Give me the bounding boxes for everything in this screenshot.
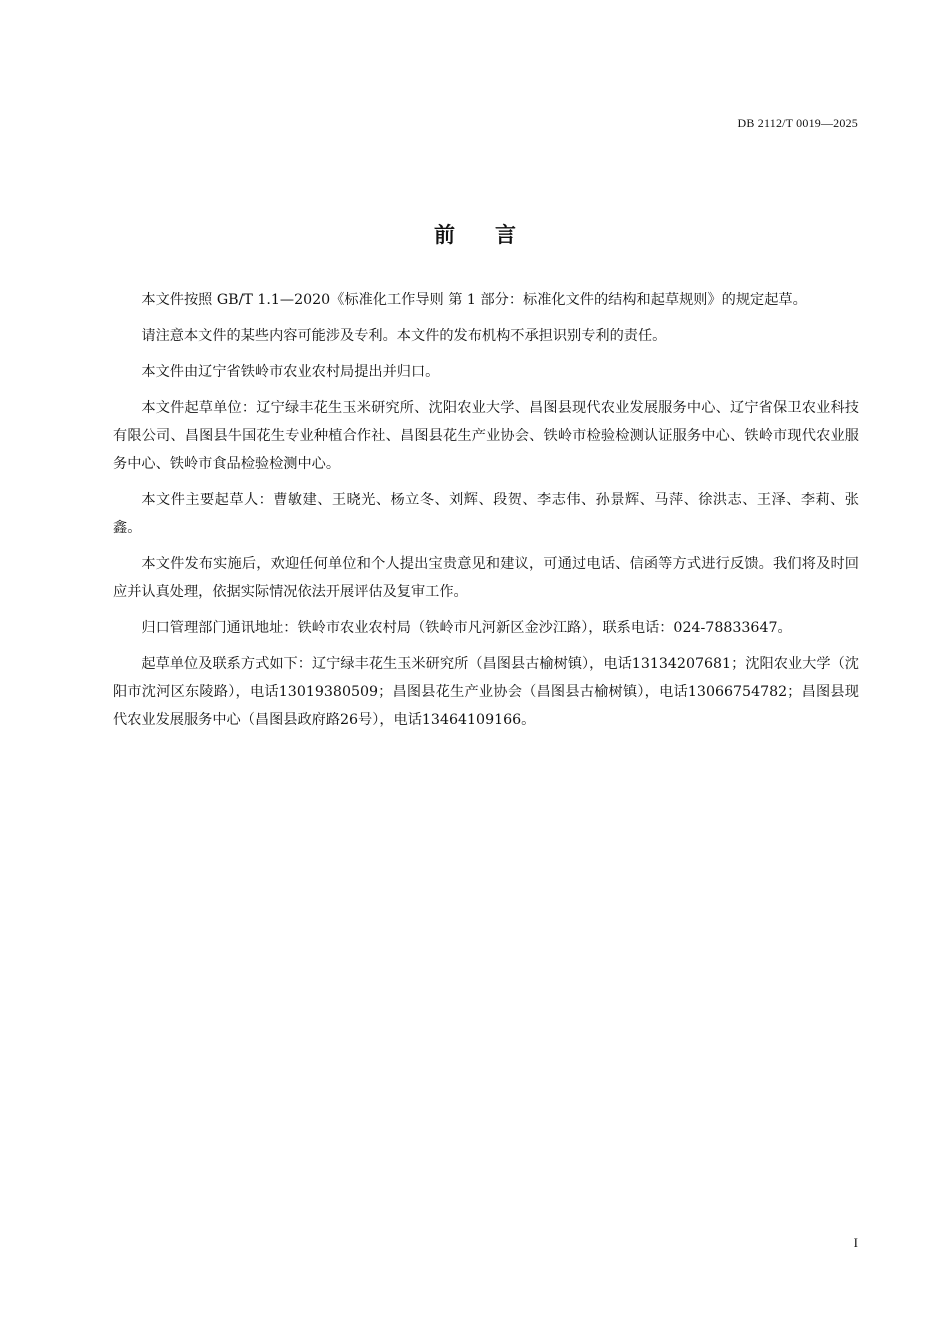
paragraph-patent-notice: 请注意本文件的某些内容可能涉及专利。本文件的发布机构不承担识别专利的责任。 [141,328,667,344]
paragraph-contact-list: 起草单位及联系方式如下：辽宁绿丰花生玉米研究所（昌图县古榆树镇），电话13134207681；沈阳农业大学（沈阳市沈河区东陵路），电话13019380509；昌图县花生产业协会（昌图县古榆树镇），电话13066754782；昌图县现代农业发展服务中心（昌图县政府路26号），电话13464109166。 [113,656,859,728]
document-code: DB 2112/T 0019—2025 [737,116,858,130]
paragraph-feedback: 本文件发布实施后，欢迎任何单位和个人提出宝贵意见和建议，可通过电话、信函等方式进行反馈。我们将及时回应并认真处理，依据实际情况依法开展评估及复审工作。 [113,556,859,600]
paragraph-drafters: 本文件主要起草人：曹敏建、王晓光、杨立冬、刘辉、段贺、李志伟、孙景辉、马萍、徐洪志、王泽、李莉、张鑫。 [113,492,859,536]
page-title: 前言 [434,223,556,247]
page-number: I [853,1235,858,1250]
paragraph-proposer: 本文件由辽宁省铁岭市农业农村局提出并归口。 [141,364,440,380]
foreword-body [113,286,859,742]
paragraph-drafting-rules: 本文件按照 GB/T 1.1—2020《标准化工作导则 第 1 部分：标准化文件的结构和起草规则》的规定起草。 [141,292,807,308]
paragraph-contact-address: 归口管理部门通讯地址：铁岭市农业农村局（铁岭市凡河新区金沙江路），联系电话：024-78833647。 [141,620,792,636]
paragraph-drafting-units: 本文件起草单位：辽宁绿丰花生玉米研究所、沈阳农业大学、昌图县现代农业发展服务中心、辽宁省保卫农业科技有限公司、昌图县牛国花生专业种植合作社、昌图县花生产业协会、铁岭市检验检测认证服务中心、铁岭市现代农业服务中心、铁岭市食品检验检测中心。 [113,400,859,472]
